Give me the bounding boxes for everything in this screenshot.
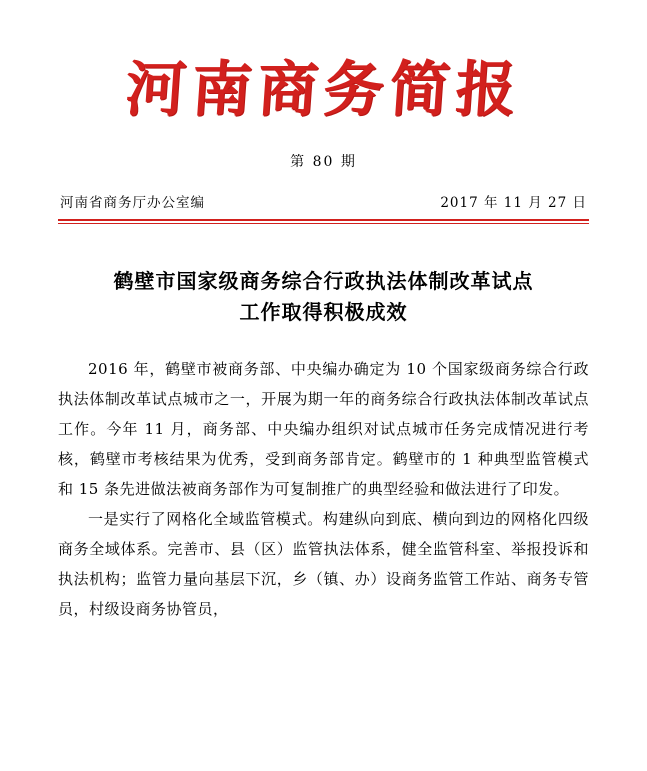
divider-thin-line [58,223,589,224]
article-title-line-1: 鹤壁市国家级商务综合行政执法体制改革试点 [113,269,534,293]
paragraph: 2016 年，鹤壁市被商务部、中央编办确定为 10 个国家级商务综合行政执法体制改革试点城市之一，开展为期一年的商务综合行政执法体制改革试点工作。今年 11 月，商务部、中央编办组织对试点城市任务完成情况进行考核，鹤壁市考核结果为优秀，受到商务部肯定。鹤壁市的 1 种典型监管模式和 15 条先进做法被商务部作为可复制推广的典型经验和做法进行了印发。 [58,360,589,498]
paragraph: 一是实行了网格化全域监管模式。构建纵向到底、横向到边的网格化四级商务全域体系。完善市、县（区）监管执法体系，健全监管科室、举报投诉和执法机构；监管力量向基层下沉，乡（镇、办）设商务监管工作站、商务专管员，村级设商务协管员， [58,510,589,618]
publisher-label: 河南省商务厅办公室编 [60,195,205,211]
article-title [58,266,589,328]
publication-date: 2017 年 11 月 27 日 [440,195,587,211]
header-divider [58,219,589,224]
document-page [0,56,647,771]
issue-number: 第 80 期 [290,154,357,170]
article-body [58,354,589,624]
masthead-title: 河南商务简报 [123,55,524,125]
masthead-meta [58,191,589,217]
article-title-line-2: 工作取得积极成效 [239,300,408,324]
